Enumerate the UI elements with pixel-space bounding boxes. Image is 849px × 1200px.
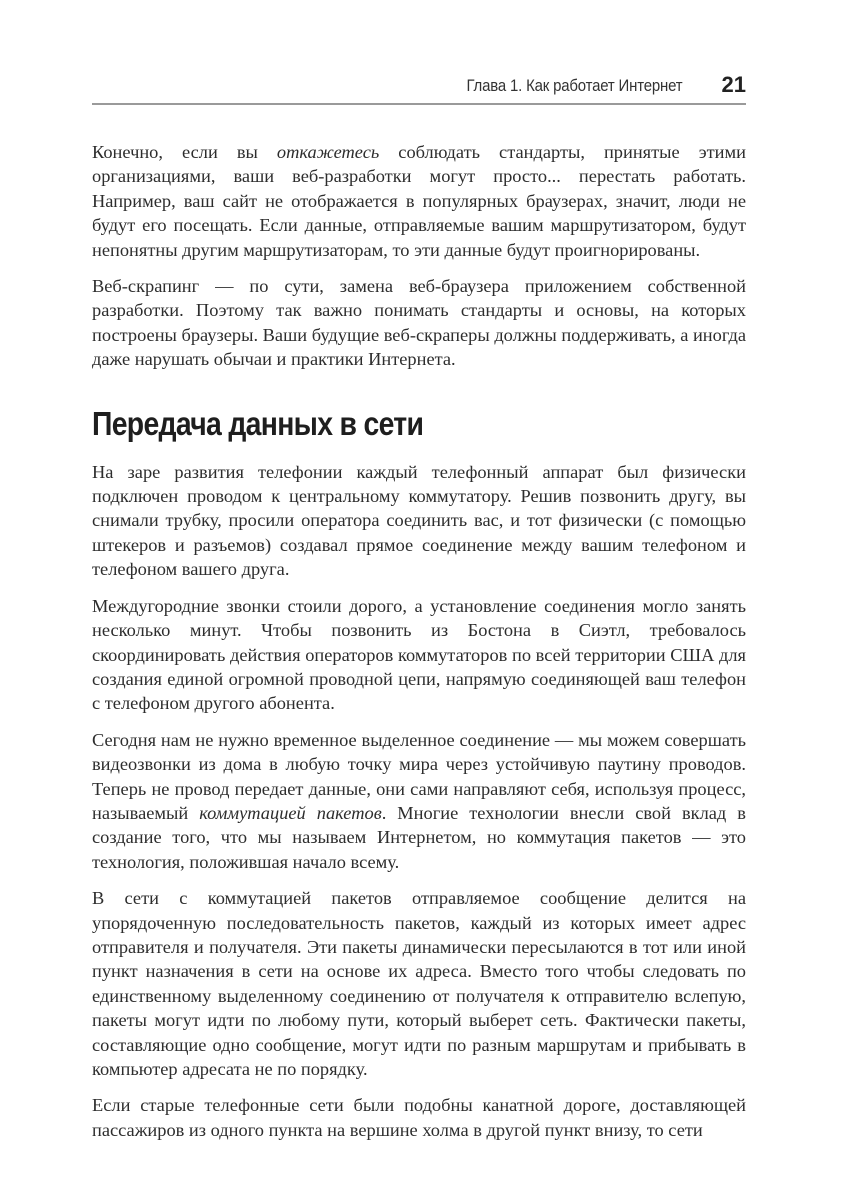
- paragraph: В сети с коммутацией пакетов отправляемое сообщение делится на упорядоченную последовательность пакетов, каждый из которых имеет адрес отправителя и получателя. Эти пакеты динамически пересылаются в тот или иной пункт назначения в сети на основе их адреса. Вместо того чтобы следовать по единственному выделенному соединению от получателя к отправителю вслепую, пакеты могут идти по любому пути, который выберет сеть. Фактически пакеты, составляющие одно сообщение, могут идти по разным маршрутам и прибывать в компьютер адресата не по порядку.: [92, 888, 746, 1079]
- paragraph-text: Конечно, если вы: [92, 142, 277, 162]
- paragraph-text: соблюдать стандарты, принятые этими организациями, ваши веб-разработки могут просто... перестать работать. Например, ваш сайт не отображается в популярных браузерах, значит, люди не будут его посещать. Если данные, отправляемые вашим маршрутизатором, будут непонятны другим маршрутизаторам, то эти данные будут проигнорированы.: [92, 142, 746, 260]
- paragraph: Если старые телефонные сети были подобны канатной дороге, доставляющей пассажиров из одного пункта на вершине холма в другой пункт внизу, то сети: [92, 1095, 746, 1140]
- paragraph: [92, 140, 746, 262]
- header-rule: [92, 103, 746, 105]
- paragraph-text: Сегодня нам не нужно временное выделенное соединение — мы можем совершать видеозвонки из дома в любую точку мира через устойчивую паутину проводов. Теперь не провод передает данные, они сами направляют себя, используя процесс, называемый: [92, 729, 746, 823]
- section-heading: Передача данных в сети: [92, 404, 424, 442]
- paragraph: Веб-скрапинг — по сути, замена веб-браузера приложением собственной разработки. Поэтому так важно понимать стандарты и основы, на которых построены браузеры. Ваши будущие веб-скраперы должны поддерживать, а иногда даже нарушать обычаи и практики Интернета.: [92, 276, 746, 370]
- paragraph-text: . Многие технологии внесли свой вклад в создание того, что мы называем Интернетом, но коммутация пакетов — это технология, положившая начало всему.: [92, 802, 746, 872]
- running-head: Глава 1. Как работает Интернет: [466, 76, 682, 95]
- emphasis-text: коммутацией пакетов: [199, 802, 382, 823]
- emphasis-text: откажетесь: [276, 142, 380, 162]
- page-body: [92, 140, 746, 1154]
- paragraph: Междугородние звонки стоили дорого, а установление соединения могло занять несколько минут. Чтобы позвонить из Бостона в Сиэтл, требовалось скоординировать действия операторов коммутаторов по всей территории США для создания единой огромной проводной цепи, напрямую соединяющей ваш телефон с телефоном другого абонента.: [92, 595, 746, 714]
- paragraph: [92, 728, 746, 874]
- paragraph: На заре развития телефонии каждый телефонный аппарат был физически подключен проводом к центральному коммутатору. Решив позвонить другу, вы снимали трубку, просили оператора соединить вас, и тот физически (с помощью штекеров и разъемов) создавал прямое соединение между вашим телефоном и телефоном вашего друга.: [92, 461, 746, 580]
- page-number: 21: [721, 72, 746, 97]
- page-header: [92, 70, 746, 104]
